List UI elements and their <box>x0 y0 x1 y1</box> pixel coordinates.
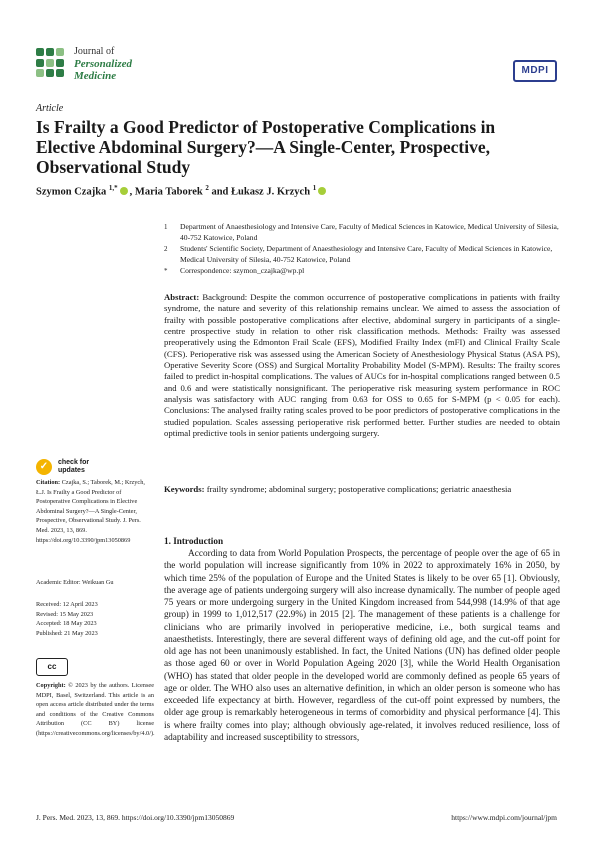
author-name: Maria Taborek <box>134 186 203 198</box>
check-updates-line2: updates <box>58 467 85 475</box>
affiliation-marker: 2 <box>164 245 168 254</box>
affiliations <box>164 222 560 278</box>
footer-citation[interactable]: J. Pers. Med. 2023, 13, 869. https://doi.org/10.3390/jpm13050869 <box>36 813 235 822</box>
affiliation-item <box>164 266 560 277</box>
author-name: Szymon Czajka <box>36 186 107 198</box>
affiliation-text: Department of Anaesthesiology and Intensive Care, Faculty of Medical Sciences in Katowice, Medical University of Silesia, 40-752 Katowice, Poland <box>180 222 559 242</box>
correspondence-text[interactable]: Correspondence: szymon_czajka@wp.pl <box>180 266 305 276</box>
author-name: Łukasz J. Krzych <box>231 186 311 198</box>
author-affil-marker: 2 <box>205 184 209 192</box>
abstract-label: Abstract: <box>164 292 200 302</box>
check-updates-line1: check for <box>58 459 90 467</box>
journal-name <box>74 46 132 82</box>
author-affil-marker: 1,* <box>108 184 118 192</box>
affiliation-marker: * <box>164 267 168 276</box>
section-heading: 1. Introduction <box>164 536 224 546</box>
journal-logo-icon <box>36 48 66 78</box>
affiliation-marker: 1 <box>164 223 168 231</box>
citation-block <box>36 478 154 545</box>
journal-name-line1: Journal of <box>74 46 115 57</box>
received-date: Received: 12 April 2023 <box>36 601 98 608</box>
revised-date: Revised: 15 May 2023 <box>36 610 94 618</box>
citation-label: Citation: <box>36 479 61 486</box>
author-connector: and <box>211 186 229 198</box>
copyright-block <box>36 681 154 739</box>
keywords-text: frailty syndrome; abdominal surgery; postoperative complications; geriatric anaesthesia <box>206 484 512 494</box>
accepted-date: Accepted: 18 May 2023 <box>36 620 97 628</box>
orcid-icon[interactable] <box>120 187 128 195</box>
copyright-text: © 2023 by the authors. Licensee MDPI, Basel, Switzerland. This article is an open access article distributed under the terms and conditions of the Creative Commons Attribution (CC BY) license (https://creativecommons.org/licenses/by/4.0/). <box>36 682 155 737</box>
copyright-label: Copyright: <box>36 682 66 689</box>
orcid-icon[interactable] <box>318 187 326 195</box>
author-affil-marker: 1 <box>312 184 317 192</box>
affiliation-text: Students' Scientific Society, Department of Anaesthesiology and Intensive Care, Faculty of Medical Sciences in Katowice, Medical University of Silesia, 40-752 Katowice, Poland <box>180 244 553 264</box>
cc-license-icon[interactable]: cc <box>36 658 68 676</box>
paper-title: Is Frailty a Good Predictor of Postoperative Complications in Elective Abdominal Surgery?—A Single-Center, Prospective, Observational Study <box>36 117 496 177</box>
affiliation-item <box>164 222 560 243</box>
citation-text[interactable]: Czajka, S.; Taborek, M.; Krzych, Ł.J. Is Frailty a Good Predictor of Postoperative Complications in Elective Abdominal Surgery?—A Single-Center, Prospective, Observational Study. J. Pers. Med. 2023, 13, 869. https://doi.org/10.3390/jpm13050869 <box>36 479 145 544</box>
footer-journal-link[interactable]: https://www.mdpi.com/journal/jpm <box>451 813 557 822</box>
check-updates-icon: ✓ <box>36 459 52 475</box>
keywords-label: Keywords: <box>164 484 205 494</box>
intro-paragraph: According to data from World Population Prospects, the percentage of people over the age of 65 in the world population will increase significantly from 10% in 2022 to approximately 16% in 2050, by which time 25% of the population of Europe and the United States is likely to be over 65 [1]. Obviously, the average age of patients undergoing surgery will also increase dynamically. The number of people aged 75 years or more undergoing surgery in the United Kingdom increased from 544,998 (14.9% of that age group) in 1999 to 1,012,517 (22.9%) in 2015 [2]. The management of these patients is a challenge for clinicians who are primarily involved in perioperative medicine, i.e., both surgical teams and anaesthetists. Interestingly, there are several different ways of defining old age, and the cut-off point for old age has not been unanimously established. In fact, the United Nations (UN) has defined older people as those aged 60 or over in World Population Ageing 2020 [3], while the World Health Organisation (WHO) has stated that older people in the developed world are commonly defined as people 65 years of age or older. The WHO also uses an alternative definition, in which an older person is someone who has exceeded life expectancy at birth. However, regardless of the cut-off point expressed by numbers, the older age group is remarkably heterogeneous in terms of comorbidity and physical performance [4]. This is where frailty comes into play; although obviously age-related, it involves reduced resilience, loss of adaptability and increased susceptibility to stressors, <box>164 549 560 743</box>
abstract <box>164 292 560 439</box>
check-for-updates-button[interactable] <box>36 458 89 476</box>
abstract-text: Background: Despite the common occurrence of postoperative complications in patients with frailty syndrome, the nature and severity of this relationship remains unclear. We aimed to assess the association of frailty with possible postoperative complications after elective, abdominal surgery in participants of a single-centre prospective study in relation to other risk classification methods. Methods: Frailty was assessed preoperatively using the Edmonton Frail Scale (EFS), Modified Frailty Index (mFI) and Clinical Frailty Scale (CFS). Perioperative risk was assessed using the American Society of Anesthesiology Physical Status (ASA PS), Operative Severity Score (OSS) and Surgical Mortality Probability Model (S-MPM). Results: The frailty scores failed to predict in-hospital complications. The values of AUCs for in-hospital complications ranged between 0.5 and 0.6 and were statistically nonsignificant. The perioperative risk measuring system performance in ROC analysis was satisfactory with AUC ranging from 0.63 for OSS to 0.65 for S-MPM (p < 0.05 for each). Conclusions: The analysed frailty rating scales proved to be poor predictors of postoperative complications in the studied population. Scales assessing perioperative risk performed better. Further studies are needed to obtain optimal predictive tools in senior patients undergoing surgery. <box>164 292 561 439</box>
journal-name-line3: Medicine <box>74 70 117 82</box>
article-type: Article <box>36 103 64 114</box>
keywords <box>164 484 560 495</box>
journal-name-line2: Personalized <box>74 58 133 70</box>
publisher-logo: MDPI <box>513 60 557 82</box>
affiliation-item <box>164 244 560 265</box>
publication-dates <box>36 600 154 638</box>
academic-editor: Academic Editor: Weikuan Gu <box>36 579 114 586</box>
published-date: Published: 21 May 2023 <box>36 629 98 637</box>
author-list: Szymon Czajka $^{1,*}$ , Maria Taborek $^2$ and Łukasz J. Krzych $^1$ <box>36 184 328 198</box>
